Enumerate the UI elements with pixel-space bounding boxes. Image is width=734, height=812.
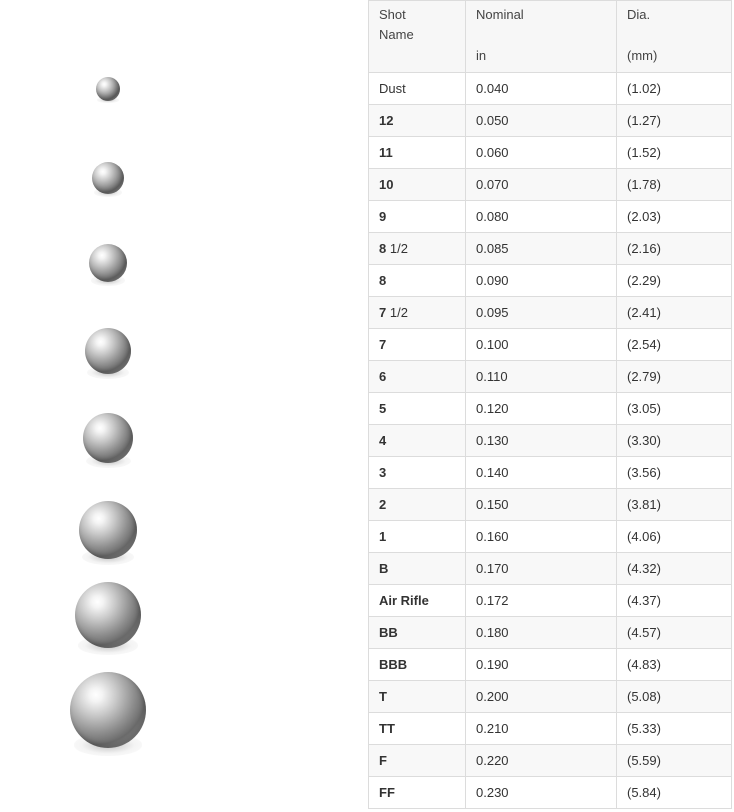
nominal-inch-cell: 0.180 <box>466 617 617 649</box>
nominal-inch-cell: 0.095 <box>466 297 617 329</box>
shot-name: TT <box>379 721 395 736</box>
shot-name-cell <box>369 777 466 809</box>
shot-name: 6 <box>379 369 387 384</box>
steel-shot-ball-icon <box>83 413 133 476</box>
shot-name: Dust <box>379 81 406 96</box>
nominal-inch-cell: 0.190 <box>466 649 617 681</box>
nominal-inch-cell: 0.080 <box>466 201 617 233</box>
diameter-mm-cell: (3.05) <box>617 393 732 425</box>
table-row <box>369 585 732 617</box>
shot-name-cell <box>369 521 466 553</box>
table-body <box>369 73 732 809</box>
nominal-inch-cell: 0.170 <box>466 553 617 585</box>
shot-name-cell <box>369 73 466 105</box>
table-row <box>369 73 732 105</box>
shot-name: FF <box>379 785 395 800</box>
shot-name: 12 <box>379 113 394 128</box>
nominal-inch-cell: 0.200 <box>466 681 617 713</box>
shot-name-cell <box>369 233 466 265</box>
table-header-row <box>369 1 732 73</box>
header-nominal <box>466 1 617 73</box>
table-row <box>369 361 732 393</box>
nominal-inch-cell: 0.130 <box>466 425 617 457</box>
shot-name-cell <box>369 201 466 233</box>
shot-name-cell <box>369 425 466 457</box>
nominal-inch-cell: 0.160 <box>466 521 617 553</box>
header-diameter <box>617 1 732 73</box>
shot-name-cell <box>369 617 466 649</box>
shot-name-cell <box>369 265 466 297</box>
diameter-mm-cell: (2.54) <box>617 329 732 361</box>
header-nominal-unit: in <box>476 48 487 63</box>
shot-name-cell <box>369 137 466 169</box>
steel-shot-ball-icon <box>75 582 141 665</box>
ball-sphere <box>89 244 127 282</box>
table-row <box>369 521 732 553</box>
nominal-inch-cell: 0.050 <box>466 105 617 137</box>
nominal-inch-cell: 0.172 <box>466 585 617 617</box>
header-nominal-label: Nominal <box>476 7 524 22</box>
shot-name: T <box>379 689 387 704</box>
shot-name-cell <box>369 681 466 713</box>
shot-name: BBB <box>379 657 408 672</box>
shot-name-cell <box>369 297 466 329</box>
table-row <box>369 393 732 425</box>
shot-name-cell <box>369 169 466 201</box>
table-row <box>369 233 732 265</box>
table-row <box>369 169 732 201</box>
table-row <box>369 489 732 521</box>
table-row <box>369 265 732 297</box>
ball-sphere <box>75 582 141 648</box>
header-diameter-label: Dia. <box>627 7 651 22</box>
diameter-mm-cell: (1.27) <box>617 105 732 137</box>
diameter-mm-cell: (3.30) <box>617 425 732 457</box>
ball-sphere <box>92 162 124 194</box>
shot-name-cell <box>369 713 466 745</box>
diameter-mm-cell: (4.83) <box>617 649 732 681</box>
shot-name: 7 <box>379 305 387 320</box>
steel-shot-ball-icon <box>96 77 120 107</box>
shot-name-cell <box>369 361 466 393</box>
ball-sphere <box>79 501 137 559</box>
nominal-inch-cell: 0.110 <box>466 361 617 393</box>
nominal-inch-cell: 0.100 <box>466 329 617 361</box>
steel-shot-ball-icon <box>70 672 146 767</box>
header-shot-name <box>369 1 466 73</box>
diameter-mm-cell: (2.29) <box>617 265 732 297</box>
diameter-mm-cell: (2.79) <box>617 361 732 393</box>
diameter-mm-cell: (4.37) <box>617 585 732 617</box>
diameter-mm-cell: (3.56) <box>617 457 732 489</box>
table-row <box>369 649 732 681</box>
diameter-mm-cell: (4.57) <box>617 617 732 649</box>
table-row <box>369 553 732 585</box>
shot-name: 9 <box>379 209 387 224</box>
table-row <box>369 105 732 137</box>
table-row <box>369 713 732 745</box>
diameter-mm-cell: (3.81) <box>617 489 732 521</box>
shot-name-fraction: 1/2 <box>386 305 408 320</box>
shot-name: F <box>379 753 387 768</box>
shot-name-cell <box>369 457 466 489</box>
ball-sphere <box>83 413 133 463</box>
shot-name: 1 <box>379 529 387 544</box>
nominal-inch-cell: 0.040 <box>466 73 617 105</box>
steel-shot-ball-icon <box>79 501 137 574</box>
diameter-mm-cell: (5.59) <box>617 745 732 777</box>
ball-sphere <box>96 77 120 101</box>
ball-sphere <box>70 672 146 748</box>
table-row <box>369 457 732 489</box>
shot-name-cell <box>369 585 466 617</box>
nominal-inch-cell: 0.150 <box>466 489 617 521</box>
diameter-mm-cell: (5.33) <box>617 713 732 745</box>
shot-name-cell <box>369 329 466 361</box>
shot-name-cell <box>369 649 466 681</box>
table-row <box>369 137 732 169</box>
shot-name-fraction: 1/2 <box>386 241 408 256</box>
steel-shot-ball-icon <box>92 162 124 202</box>
shot-name: Air Rifle <box>379 593 429 608</box>
diameter-mm-cell: (5.84) <box>617 777 732 809</box>
shot-name: 10 <box>379 177 394 192</box>
shot-name-cell <box>369 553 466 585</box>
shot-name: 5 <box>379 401 387 416</box>
diameter-mm-cell: (5.08) <box>617 681 732 713</box>
nominal-inch-cell: 0.090 <box>466 265 617 297</box>
shot-name-cell <box>369 393 466 425</box>
table-row <box>369 617 732 649</box>
nominal-inch-cell: 0.230 <box>466 777 617 809</box>
diameter-mm-cell: (1.78) <box>617 169 732 201</box>
shot-name: 8 <box>379 273 387 288</box>
diameter-mm-cell: (1.52) <box>617 137 732 169</box>
table-row <box>369 425 732 457</box>
header-shot-name-label: Shot Name <box>379 7 414 42</box>
steel-shot-ball-icon <box>85 328 131 386</box>
nominal-inch-cell: 0.085 <box>466 233 617 265</box>
shot-name: 4 <box>379 433 387 448</box>
table-row <box>369 745 732 777</box>
shot-name: 3 <box>379 465 387 480</box>
shot-name: 11 <box>379 145 393 160</box>
shot-name-cell <box>369 745 466 777</box>
steel-shot-ball-icon <box>89 244 127 292</box>
table-row <box>369 297 732 329</box>
table-row <box>369 777 732 809</box>
table-row <box>369 681 732 713</box>
nominal-inch-cell: 0.060 <box>466 137 617 169</box>
diameter-mm-cell: (2.03) <box>617 201 732 233</box>
nominal-inch-cell: 0.210 <box>466 713 617 745</box>
diameter-mm-cell: (1.02) <box>617 73 732 105</box>
nominal-inch-cell: 0.140 <box>466 457 617 489</box>
diameter-mm-cell: (4.32) <box>617 553 732 585</box>
nominal-inch-cell: 0.220 <box>466 745 617 777</box>
diameter-mm-cell: (4.06) <box>617 521 732 553</box>
diameter-mm-cell: (2.41) <box>617 297 732 329</box>
shot-name: 7 <box>379 337 387 352</box>
header-diameter-unit: (mm) <box>627 48 658 63</box>
shot-name-cell <box>369 489 466 521</box>
nominal-inch-cell: 0.070 <box>466 169 617 201</box>
diameter-mm-cell: (2.16) <box>617 233 732 265</box>
shot-name-cell <box>369 105 466 137</box>
table-row <box>369 201 732 233</box>
table-row <box>369 329 732 361</box>
shot-size-table <box>368 0 732 809</box>
shot-name: 8 <box>379 241 387 256</box>
nominal-inch-cell: 0.120 <box>466 393 617 425</box>
shot-name: BB <box>379 625 398 640</box>
ball-sphere <box>85 328 131 374</box>
shot-name: B <box>379 561 389 576</box>
shot-name: 2 <box>379 497 387 512</box>
